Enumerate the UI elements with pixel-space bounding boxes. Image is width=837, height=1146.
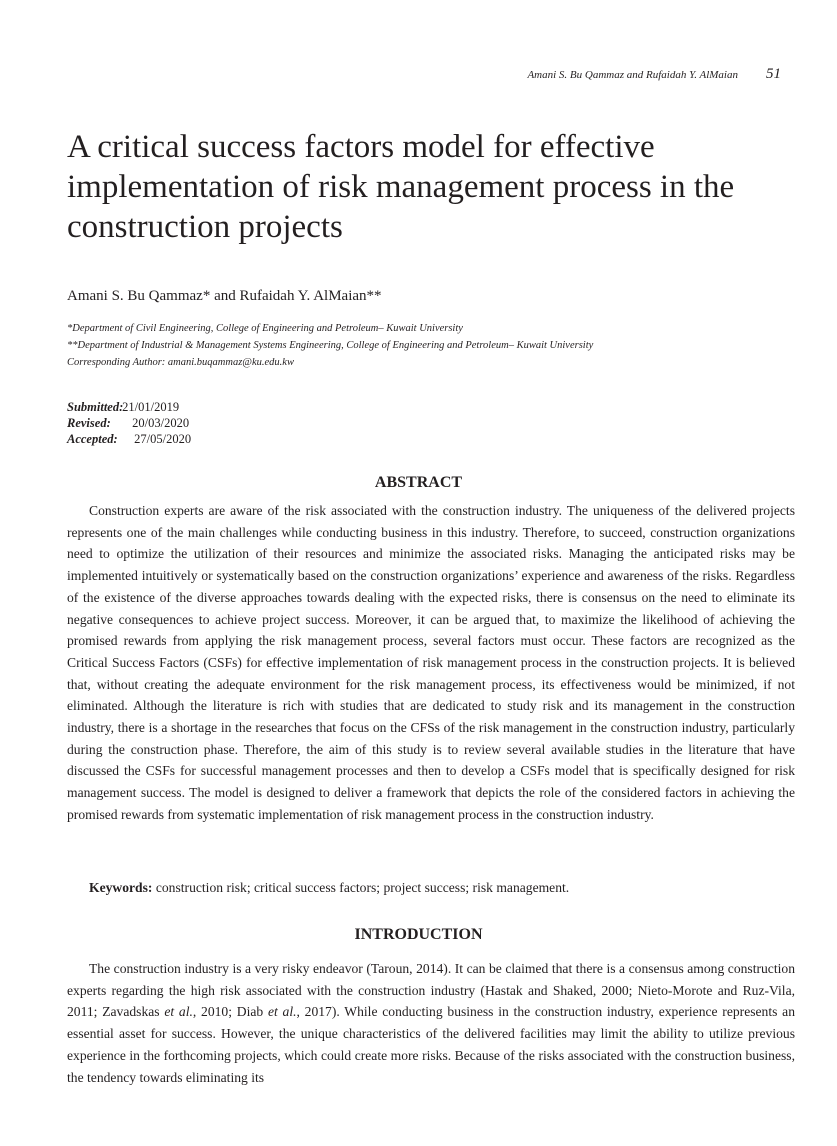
accepted-date: 27/05/2020 <box>134 432 192 446</box>
revised-date: 20/03/2020 <box>132 416 190 430</box>
corresponding-author: Corresponding Author: amani.buqammaz@ku.edu.kw <box>67 357 294 368</box>
running-head <box>527 66 781 83</box>
affiliation-industrial: **Department of Industrial & Management Systems Engineering, College of Engineering and Petroleum– Kuwait University <box>67 340 594 351</box>
introduction-text <box>67 958 795 1088</box>
accepted-row <box>67 431 191 447</box>
submitted-label: Submitted: <box>67 400 124 414</box>
introduction-heading: INTRODUCTION <box>354 926 483 943</box>
intro-et-al-1: et al. <box>164 1004 193 1020</box>
affiliations <box>67 320 593 371</box>
intro-part-2: , 2010; Diab <box>192 1004 268 1020</box>
article-title: A critical success factors model for effective implementation of risk management process in the construction projects <box>67 129 735 245</box>
revised-row <box>67 415 191 431</box>
revised-label: Revised: <box>67 416 111 430</box>
submission-dates <box>67 399 191 447</box>
running-head-authors: Amani S. Bu Qammaz and Rufaidah Y. AlMaian <box>527 69 738 81</box>
intro-part-1: The construction industry is a very risky endeavor (Taroun, 2014). It can be claimed that there is a consensus among construction experts regarding the high risk associated with the construction industry (Hastak and Shaked, 2000; Nieto-Morote and Ruz-Vila, 2011; Zavadskas <box>67 961 795 1020</box>
page-number: 51 <box>766 66 781 82</box>
submitted-date: 21/01/2019 <box>122 400 180 414</box>
intro-part-3: , 2017). While conducting business in the construction industry, experience represents an essential asset for success. However, the unique characteristics of the delivered facilities may limit the ability to utilize previous experience in the forthcoming projects, which could create more risks. Because of the risks associated with the construction business, the tendency towards eliminating its <box>67 1004 796 1085</box>
keywords-text: construction risk; critical success factors; project success; risk management. <box>155 880 570 895</box>
accepted-label: Accepted: <box>67 432 118 446</box>
abstract-heading: ABSTRACT <box>374 474 463 491</box>
submitted-row <box>67 399 191 415</box>
keywords <box>89 880 569 896</box>
author-line: Amani S. Bu Qammaz* and Rufaidah Y. AlMaian** <box>67 288 382 304</box>
affiliation-civil: *Department of Civil Engineering, College of Engineering and Petroleum– Kuwait University <box>67 323 463 334</box>
abstract-text: Construction experts are aware of the risk associated with the construction industry. The uniqueness of the delivered projects represents one of the main challenges while conducting business in this industry. Therefore, to succeed, construction organizations need to optimize the utilization of their resources and minimize the associated risks. Managing the anticipated risks may be implemented intuitively or systematically based on the construction organizations’ experience and awareness of the risks. Regardless of the existence of the diverse approaches towards dealing with the expected risks, there is consensus on the need to eliminate its negative consequences to achieve project success. Moreover, it can be argued that, to maximize the likelihood of achieving the promised rewards from applying the risk management process, several factors must occur. These factors are recognized as the Critical Success Factors (CSFs) for effective implementation of risk management process in the construction projects. It is believed that, without creating the adequate environment for the risk management process, its effectiveness would be minimized, if not eliminated. Although the literature is rich with studies that are dedicated to study risk and its management in the construction industry, there is a shortage in the researches that focus on the CFSs of the risk management in the construction industry, particularly during the construction phase. Therefore, the aim of this study is to review several available studies in the literature that have discussed the CSFs for successful management processes and then to develop a CSFs model that is specifically designed for risk management success. The model is designed to deliver a framework that depicts the role of the considered factors in achieving the promised rewards from systematic implementation of risk management process in the construction industry. <box>67 503 795 822</box>
intro-et-al-2: et al. <box>267 1004 297 1020</box>
keywords-label: Keywords: <box>89 880 153 895</box>
